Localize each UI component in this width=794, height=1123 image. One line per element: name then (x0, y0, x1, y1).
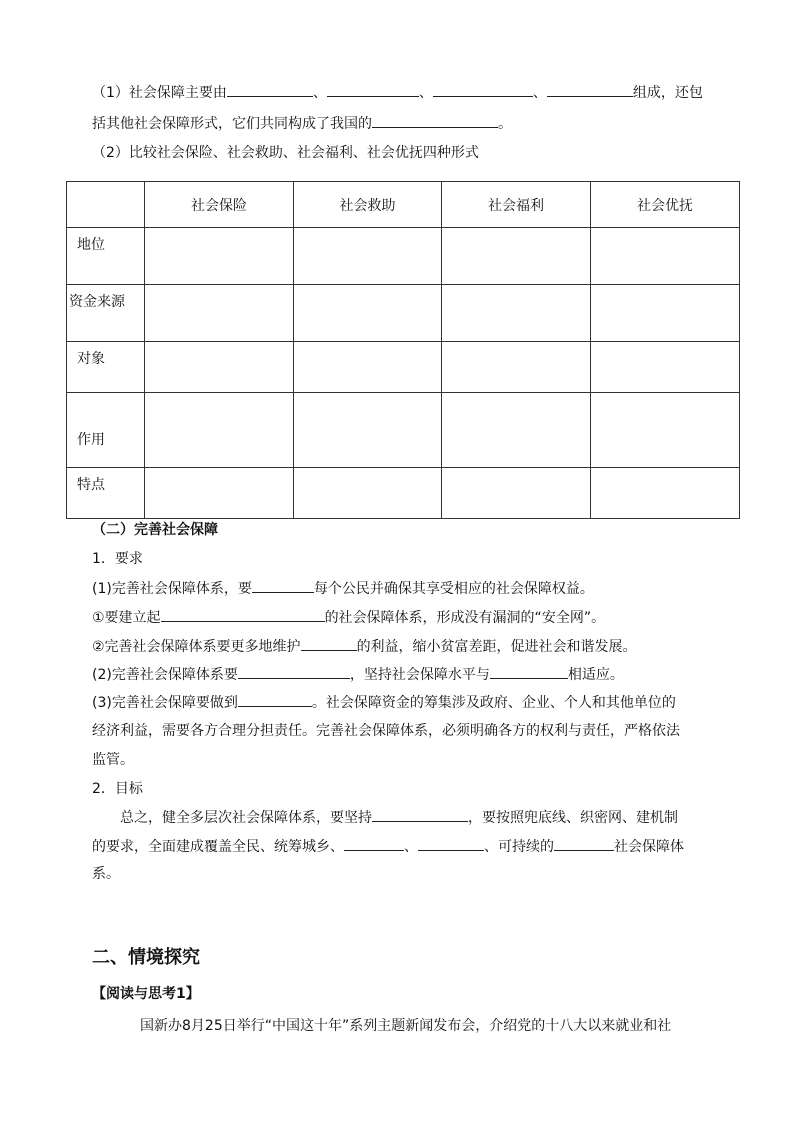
blank-4[interactable] (547, 82, 633, 97)
table-cell[interactable] (591, 228, 740, 285)
g2-text-c: 、可持续的 (484, 839, 554, 855)
blank-g2a[interactable] (344, 836, 404, 851)
requirement-line-7: 监管。 (92, 752, 134, 768)
table-cell[interactable] (145, 285, 294, 342)
table-cell[interactable] (294, 228, 442, 285)
table-cell[interactable] (442, 228, 591, 285)
table-header-cell: 社会救助 (294, 182, 442, 228)
table-cell[interactable] (591, 393, 740, 468)
requirement-line-1 (92, 578, 594, 599)
requirement-line-2 (92, 607, 605, 628)
blank-r3[interactable] (301, 636, 357, 651)
row-label: 对象 (67, 342, 145, 393)
g2-text-b: 、 (404, 839, 418, 855)
g1-text-a: 总之，健全多层次社会保障体系，要坚持 (120, 810, 372, 826)
table-header-cell: 社会福利 (442, 182, 591, 228)
r4-text-b: ，坚持社会保障水平与 (349, 667, 490, 683)
question-1-line-1 (92, 82, 703, 103)
r2-text-b: 的社会保障体系，形成没有漏洞的“安全网”。 (324, 610, 606, 626)
table-cell[interactable] (442, 393, 591, 468)
table-cell[interactable] (591, 285, 740, 342)
table-cell[interactable] (294, 468, 442, 519)
table-header-cell: 社会保险 (145, 182, 294, 228)
q1-text-c: 括其他社会保障形式，它们共同构成了我国的 (92, 116, 372, 132)
r1-text-b: 每个公民并确保其享受相应的社会保障权益。 (313, 581, 594, 597)
requirement-line-3 (92, 636, 637, 657)
r5-text-b: 。社会保障资金的筹集涉及政府、企业、个人和其他单位的 (311, 695, 676, 711)
table-row (67, 342, 740, 393)
separator: 、 (418, 85, 433, 101)
table-row (67, 468, 740, 519)
blank-1[interactable] (227, 82, 313, 97)
table-cell[interactable] (294, 393, 442, 468)
table-header-row (67, 182, 740, 228)
table-header-cell (67, 182, 145, 228)
goal-heading: 2．目标 (92, 781, 143, 797)
table-header-cell: 社会优抚 (591, 182, 740, 228)
g2-text-a: 的要求，全面建成覆盖全民、统筹城乡、 (92, 839, 344, 855)
row-label: 特点 (67, 468, 145, 519)
requirement-line-5 (92, 692, 676, 713)
table-row (67, 285, 740, 342)
table-cell[interactable] (145, 468, 294, 519)
requirements-heading: 1．要求 (92, 551, 143, 567)
separator: 、 (532, 85, 547, 101)
blank-3[interactable] (433, 82, 533, 97)
goal-line-1 (120, 807, 678, 828)
table-cell[interactable] (591, 468, 740, 519)
comparison-table (66, 181, 740, 519)
blank-g1[interactable] (372, 807, 468, 822)
table-cell[interactable] (591, 342, 740, 393)
blank-r4a[interactable] (238, 664, 350, 679)
q1-end: 。 (498, 116, 512, 132)
table-cell[interactable] (442, 468, 591, 519)
r3-text-a: ②完善社会保障体系要更多地维护 (92, 639, 301, 655)
r3-text-b: 的利益，缩小贫富差距，促进社会和谐发展。 (356, 639, 637, 655)
r5-text-a: (3)完善社会保障要做到 (92, 695, 238, 711)
r2-text-a: ①要建立起 (92, 610, 161, 626)
blank-g2c[interactable] (554, 836, 614, 851)
table-row (67, 228, 740, 285)
table-cell[interactable] (145, 342, 294, 393)
reading-paragraph: 国新办8月25日举行“中国这十年”系列主题新闻发布会，介绍党的十八大以来就业和社 (140, 1018, 672, 1034)
blank-g2b[interactable] (418, 836, 484, 851)
blank-r4b[interactable] (490, 664, 568, 679)
r1-text-a: (1)完善社会保障体系，要 (92, 581, 252, 597)
question-1-line-2 (92, 113, 512, 134)
r4-text-a: (2)完善社会保障体系要 (92, 667, 238, 683)
blank-r5[interactable] (238, 692, 312, 707)
requirement-line-4 (92, 664, 624, 685)
reading-label: 【阅读与思考1】 (92, 986, 200, 1002)
row-label: 资金来源 (67, 285, 145, 342)
blank-5[interactable] (372, 113, 498, 128)
goal-line-3: 系。 (92, 866, 120, 882)
table-cell[interactable] (145, 228, 294, 285)
table-cell[interactable] (442, 285, 591, 342)
table-cell[interactable] (145, 393, 294, 468)
q1-text-a: （1）社会保障主要由 (92, 85, 227, 101)
table-cell[interactable] (442, 342, 591, 393)
blank-2[interactable] (327, 82, 419, 97)
question-2: （2）比较社会保险、社会救助、社会福利、社会优抚四种形式 (92, 145, 479, 161)
blank-r1[interactable] (252, 578, 314, 593)
table-row (67, 393, 740, 468)
requirement-line-6: 经济利益，需要各方合理分担责任。完善社会保障体系，必须明确各方的权利与责任，严格依法 (92, 723, 680, 739)
separator: 、 (312, 85, 327, 101)
table-cell[interactable] (294, 342, 442, 393)
g1-text-b: ，要按照兜底线、织密网、建机制 (468, 810, 678, 826)
r4-text-c: 相适应。 (567, 667, 624, 683)
goal-line-2 (92, 836, 684, 857)
g2-text-d: 社会保障体 (614, 839, 684, 855)
row-label: 作用 (67, 393, 145, 468)
row-label: 地位 (67, 228, 145, 285)
section-title: （二）完善社会保障 (92, 522, 218, 538)
part-2-title: 二、情境探究 (92, 947, 200, 968)
blank-r2[interactable] (161, 607, 325, 622)
q1-text-b: 组成，还包 (632, 85, 703, 101)
table-cell[interactable] (294, 285, 442, 342)
